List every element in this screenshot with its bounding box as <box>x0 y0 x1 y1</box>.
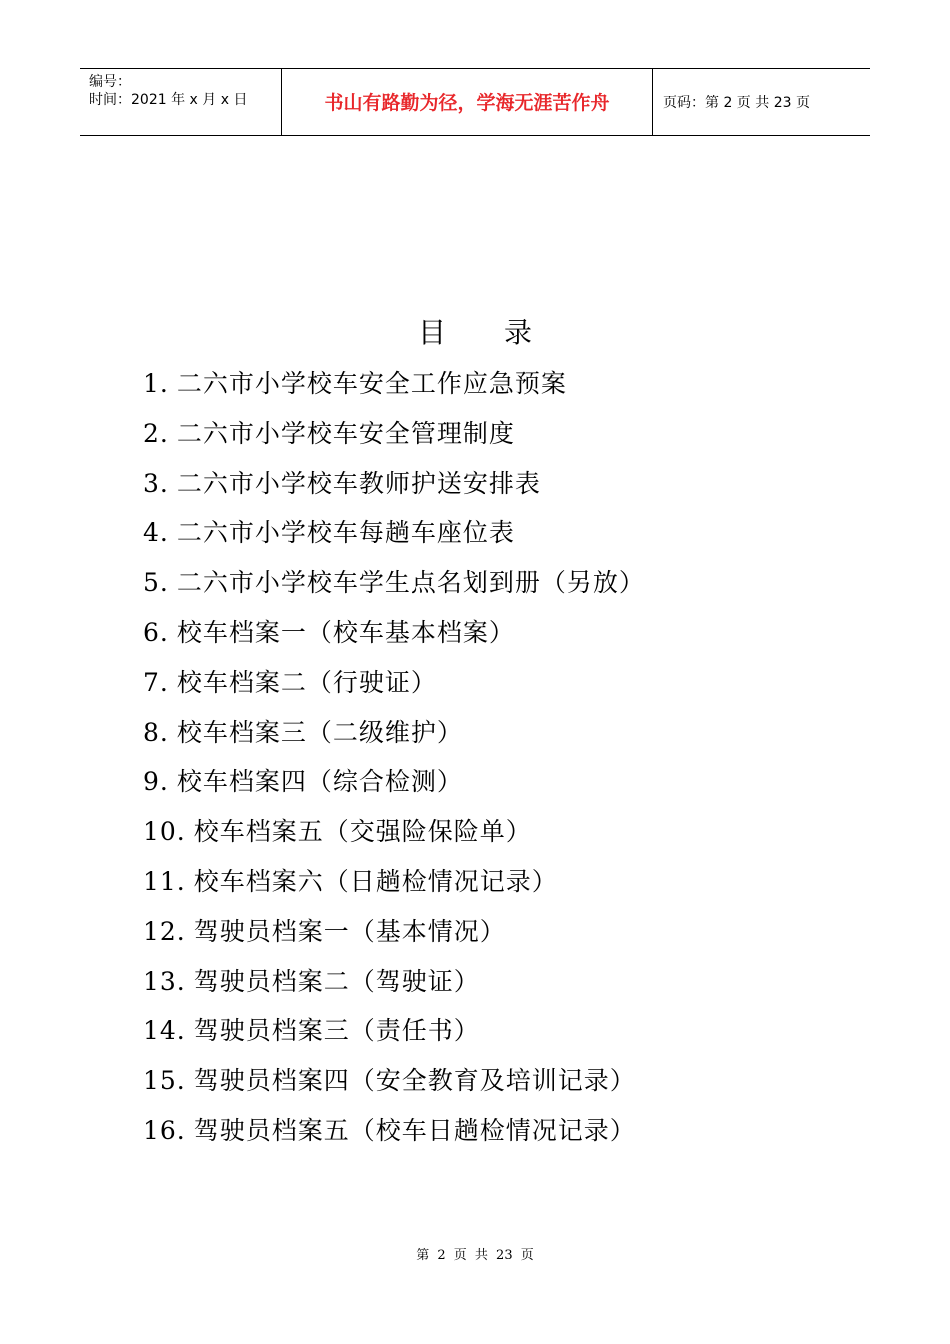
toc-item-text: 二六市小学校车教师护送安排表 <box>176 468 541 498</box>
toc-item-number: 13. <box>143 966 186 996</box>
toc-item-number: 2. <box>143 418 169 448</box>
toc-item <box>143 862 645 912</box>
document-number-label: 编号： <box>89 74 131 90</box>
toc-item <box>143 1061 645 1111</box>
toc-item-number: 14. <box>143 1016 186 1046</box>
toc-item-number: 4. <box>143 518 169 548</box>
toc-item-text: 驾驶员档案三（责任书） <box>193 1016 480 1046</box>
toc-title <box>0 316 950 350</box>
toc-item-text: 校车档案一（校车基本档案） <box>176 617 515 647</box>
toc-item <box>143 663 645 713</box>
toc-item-text: 驾驶员档案二（驾驶证） <box>193 966 480 996</box>
toc-item-number: 6. <box>143 617 169 647</box>
toc-title-left: 目 <box>417 316 446 349</box>
toc-item-text: 驾驶员档案五（校车日趟检情况记录） <box>193 1115 636 1145</box>
toc-item <box>143 912 645 962</box>
toc-item-number: 12. <box>143 916 186 946</box>
toc-item-text: 二六市小学校车安全管理制度 <box>176 418 515 448</box>
toc-item-text: 驾驶员档案四（安全教育及培训记录） <box>193 1066 636 1096</box>
toc-item <box>143 713 645 763</box>
header-meta-cell <box>80 69 281 135</box>
toc-item-text: 校车档案三（二级维护） <box>176 717 463 747</box>
toc-item-text: 校车档案二（行驶证） <box>176 667 437 697</box>
toc-item <box>143 962 645 1012</box>
toc-item-text: 校车档案六（日趟检情况记录） <box>193 866 558 896</box>
toc-item-number: 3. <box>143 468 169 498</box>
toc-item <box>143 1011 645 1061</box>
toc-item <box>143 464 645 514</box>
header-page-code: 页码：第 2 页 共 23 页 <box>663 95 810 111</box>
toc-item-number: 15. <box>143 1066 186 1096</box>
toc-item-number: 7. <box>143 667 169 697</box>
header-motto-cell <box>281 69 653 135</box>
toc-item-text: 驾驶员档案一（基本情况） <box>193 916 506 946</box>
toc-list <box>143 364 645 1161</box>
toc-item-number: 9. <box>143 767 169 797</box>
toc-item <box>143 1111 645 1161</box>
toc-item-text: 二六市小学校车每趟车座位表 <box>176 518 515 548</box>
toc-item-number: 16. <box>143 1115 186 1145</box>
page-header <box>80 68 870 136</box>
toc-item-number: 1. <box>143 369 169 398</box>
toc-item-number: 5. <box>143 568 169 598</box>
toc-item <box>143 414 645 464</box>
toc-item-text: 二六市小学校车安全工作应急预案 <box>176 369 567 398</box>
toc-item-text: 校车档案五（交强险保险单） <box>193 817 532 847</box>
header-page-cell <box>653 69 870 135</box>
toc-title-right: 录 <box>504 316 533 349</box>
page-footer: 第 2 页 共 23 页 <box>416 1248 534 1263</box>
toc-item-number: 11. <box>143 866 186 896</box>
toc-item <box>143 364 645 414</box>
toc-item-number: 8. <box>143 717 169 747</box>
toc-item <box>143 513 645 563</box>
document-date-label: 时间：2021 年 x 月 x 日 <box>89 92 248 108</box>
toc-item <box>143 762 645 812</box>
toc-item-text: 校车档案四（综合检测） <box>176 767 463 797</box>
toc-item <box>143 563 645 613</box>
toc-item-text: 二六市小学校车学生点名划到册（另放） <box>176 568 645 598</box>
toc-item <box>143 812 645 862</box>
toc-item-number: 10. <box>143 817 186 847</box>
toc-item <box>143 613 645 663</box>
header-motto: 书山有路勤为径，学海无涯苦作舟 <box>324 92 610 114</box>
